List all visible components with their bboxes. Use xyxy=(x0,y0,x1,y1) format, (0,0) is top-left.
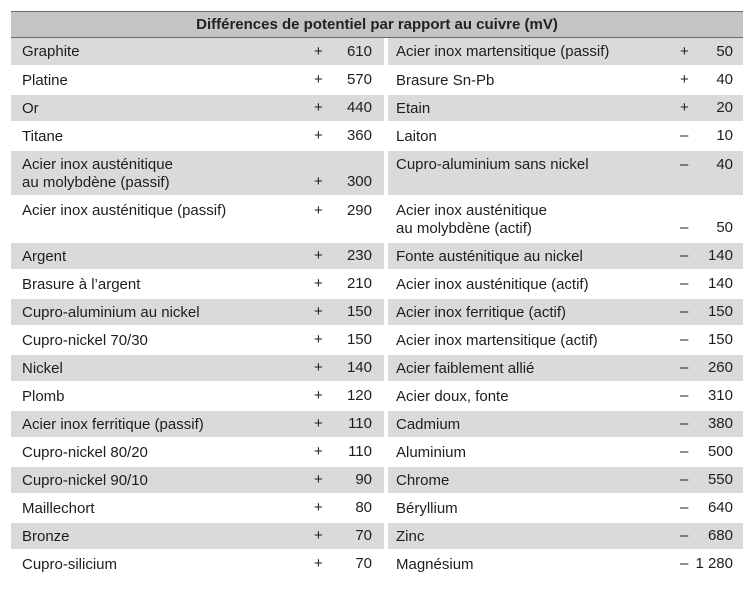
left-material-name xyxy=(11,67,300,95)
left-material-name xyxy=(11,411,300,439)
value-number: 140 xyxy=(346,359,372,376)
left-material-name xyxy=(11,38,300,67)
left-material-name xyxy=(11,523,300,551)
right-material-name xyxy=(388,411,672,439)
left-potential-value xyxy=(300,551,384,579)
material-name-line-2: au molybdène (passif) xyxy=(22,174,170,191)
value-number: 150 xyxy=(707,331,733,348)
value-number: 360 xyxy=(346,127,372,144)
left-potential-value xyxy=(300,467,384,495)
value-number: 610 xyxy=(346,43,372,60)
material-name-line: Acier inox martensitique (actif) xyxy=(396,332,598,349)
right-material-name xyxy=(388,197,672,243)
material-name-line: Platine xyxy=(22,72,68,89)
material-name-line: Zinc xyxy=(396,528,425,545)
material-name-line: Argent xyxy=(22,248,67,265)
material-name-line: Cupro-silicium xyxy=(22,556,118,573)
value-number: 80 xyxy=(355,499,372,516)
left-material-name xyxy=(11,95,300,123)
left-material-name xyxy=(11,327,300,355)
right-potential-value xyxy=(672,411,743,439)
material-name-line-2: au molybdène (actif) xyxy=(396,220,532,237)
material-name-line: Acier inox austénitique (actif) xyxy=(396,276,589,293)
material-name-line: Etain xyxy=(396,100,431,117)
material-name-line: Acier inox ferritique (passif) xyxy=(22,416,204,433)
material-name-line: Cadmium xyxy=(396,416,461,433)
value-number: 70 xyxy=(355,555,372,572)
value-sign: + xyxy=(314,202,323,219)
left-material-name xyxy=(11,551,300,579)
left-potential-value xyxy=(300,383,384,411)
right-material-name xyxy=(388,355,672,383)
value-number: 1 280 xyxy=(695,555,733,572)
value-number: 500 xyxy=(707,443,733,460)
material-name-line: Plomb xyxy=(22,388,65,405)
left-material-name xyxy=(11,197,300,243)
value-number: 110 xyxy=(348,415,372,432)
value-number: 380 xyxy=(707,415,733,432)
value-sign: + xyxy=(314,471,323,488)
material-name-line: Brasure Sn-Pb xyxy=(396,72,495,89)
value-sign: + xyxy=(314,303,323,320)
material-name-line: Nickel xyxy=(22,360,63,377)
value-sign: + xyxy=(314,127,323,144)
material-name-line: Magnésium xyxy=(396,556,474,573)
right-potential-value xyxy=(672,467,743,495)
right-material-name xyxy=(388,523,672,551)
left-potential-value xyxy=(300,299,384,327)
value-number: 40 xyxy=(716,71,733,88)
right-potential-value xyxy=(672,523,743,551)
material-name-line: Bronze xyxy=(22,528,70,545)
right-material-name xyxy=(388,123,672,151)
material-name-line: Acier inox martensitique (passif) xyxy=(396,43,610,60)
value-sign: + xyxy=(314,275,323,292)
material-name-line: Titane xyxy=(22,128,64,145)
right-material-name xyxy=(388,95,672,123)
value-sign: + xyxy=(314,247,323,264)
material-name-line: Chrome xyxy=(396,472,450,489)
left-material-name xyxy=(11,271,300,299)
left-potential-value xyxy=(300,243,384,271)
left-material-name xyxy=(11,439,300,467)
value-number: 440 xyxy=(346,99,372,116)
value-number: 300 xyxy=(346,173,372,190)
value-sign: – xyxy=(680,415,689,432)
left-material-name xyxy=(11,151,300,197)
left-material-name xyxy=(11,243,300,271)
value-sign: + xyxy=(314,415,323,432)
material-name-line: Acier inox austénitique xyxy=(22,156,173,173)
left-potential-value xyxy=(300,67,384,95)
potential-table xyxy=(11,11,743,579)
value-number: 310 xyxy=(707,387,733,404)
right-potential-value xyxy=(672,271,743,299)
value-sign: + xyxy=(680,43,689,60)
value-sign: + xyxy=(314,331,323,348)
value-sign: – xyxy=(680,443,689,460)
value-number: 150 xyxy=(346,303,372,320)
value-sign: – xyxy=(680,219,689,236)
table-title: Différences de potentiel par rapport au cuivre (mV) xyxy=(11,11,743,38)
right-potential-value xyxy=(672,439,743,467)
right-potential-value xyxy=(672,383,743,411)
value-sign: + xyxy=(314,443,323,460)
value-number: 150 xyxy=(346,331,372,348)
left-material-name xyxy=(11,383,300,411)
left-potential-value xyxy=(300,95,384,123)
value-sign: – xyxy=(680,303,689,320)
value-number: 120 xyxy=(346,387,372,404)
material-name-line: Cupro-nickel 90/10 xyxy=(22,472,148,489)
right-potential-value xyxy=(672,327,743,355)
value-sign: + xyxy=(314,359,323,376)
right-potential-value xyxy=(672,197,743,243)
value-sign: – xyxy=(680,359,689,376)
material-name-line: Béryllium xyxy=(396,500,458,517)
value-number: 20 xyxy=(716,99,733,116)
left-potential-value xyxy=(300,197,384,243)
left-material-name xyxy=(11,355,300,383)
left-potential-value xyxy=(300,439,384,467)
material-name-line: Brasure à l’argent xyxy=(22,276,141,293)
right-material-name xyxy=(388,271,672,299)
value-sign: – xyxy=(680,127,689,144)
material-name-line: Acier inox ferritique (actif) xyxy=(396,304,567,321)
value-number: 140 xyxy=(707,275,733,292)
left-potential-value xyxy=(300,355,384,383)
right-potential-value xyxy=(672,38,743,67)
right-material-name xyxy=(388,383,672,411)
material-name-line: Cupro-aluminium au nickel xyxy=(22,304,200,321)
value-sign: + xyxy=(680,71,689,88)
material-name-line: Cupro-aluminium sans nickel xyxy=(396,156,589,173)
left-potential-value xyxy=(300,411,384,439)
right-potential-value xyxy=(672,355,743,383)
value-number: 290 xyxy=(346,202,372,219)
value-sign: + xyxy=(314,555,323,572)
table-body xyxy=(11,38,743,579)
left-material-name xyxy=(11,467,300,495)
left-potential-value xyxy=(300,327,384,355)
left-material-name xyxy=(11,123,300,151)
left-potential-value xyxy=(300,151,384,197)
right-material-name xyxy=(388,151,672,197)
material-name-line: Cupro-nickel 80/20 xyxy=(22,444,148,461)
value-number: 50 xyxy=(716,43,733,60)
value-number: 10 xyxy=(716,127,733,144)
right-potential-value xyxy=(672,299,743,327)
left-material-name xyxy=(11,299,300,327)
value-number: 680 xyxy=(707,527,733,544)
value-sign: – xyxy=(680,156,689,173)
material-name-line: Maillechort xyxy=(22,500,95,517)
left-potential-value xyxy=(300,495,384,523)
right-material-name xyxy=(388,38,672,67)
right-potential-value xyxy=(672,151,743,197)
material-name-line: Graphite xyxy=(22,43,80,60)
right-potential-value xyxy=(672,243,743,271)
value-number: 260 xyxy=(707,359,733,376)
value-sign: – xyxy=(680,527,689,544)
material-name-line: Or xyxy=(22,100,39,117)
value-number: 140 xyxy=(707,247,733,264)
material-name-line: Acier inox austénitique (passif) xyxy=(22,202,227,219)
value-sign: – xyxy=(680,331,689,348)
value-sign: + xyxy=(314,99,323,116)
value-sign: – xyxy=(680,471,689,488)
value-sign: – xyxy=(680,499,689,516)
right-potential-value xyxy=(672,67,743,95)
material-name-line: Fonte austénitique au nickel xyxy=(396,248,583,265)
value-sign: – xyxy=(680,387,689,404)
material-name-line: Acier faiblement allié xyxy=(396,360,535,377)
value-number: 570 xyxy=(346,71,372,88)
value-number: 90 xyxy=(355,471,372,488)
material-name-line: Acier inox austénitique xyxy=(396,202,547,219)
value-sign: + xyxy=(314,527,323,544)
value-number: 230 xyxy=(346,247,372,264)
value-sign: + xyxy=(314,71,323,88)
right-material-name xyxy=(388,299,672,327)
value-number: 550 xyxy=(707,471,733,488)
value-sign: – xyxy=(680,275,689,292)
value-number: 150 xyxy=(707,303,733,320)
left-potential-value xyxy=(300,123,384,151)
right-material-name xyxy=(388,439,672,467)
right-potential-value xyxy=(672,95,743,123)
value-number: 40 xyxy=(716,156,733,173)
value-sign: + xyxy=(680,99,689,116)
value-number: 50 xyxy=(716,219,733,236)
right-material-name xyxy=(388,495,672,523)
value-number: 210 xyxy=(346,275,372,292)
right-material-name xyxy=(388,551,672,579)
value-sign: – xyxy=(680,555,689,572)
value-sign: + xyxy=(314,387,323,404)
value-number: 70 xyxy=(355,527,372,544)
right-potential-value xyxy=(672,495,743,523)
value-sign: + xyxy=(314,499,323,516)
left-potential-value xyxy=(300,523,384,551)
left-potential-value xyxy=(300,38,384,67)
left-material-name xyxy=(11,495,300,523)
right-potential-value xyxy=(672,551,743,579)
right-potential-value xyxy=(672,123,743,151)
right-material-name xyxy=(388,467,672,495)
material-name-line: Laiton xyxy=(396,128,437,145)
material-name-line: Acier doux, fonte xyxy=(396,388,509,405)
value-sign: – xyxy=(680,247,689,264)
value-number: 110 xyxy=(348,443,372,460)
material-name-line: Cupro-nickel 70/30 xyxy=(22,332,148,349)
right-material-name xyxy=(388,243,672,271)
right-material-name xyxy=(388,327,672,355)
value-number: 640 xyxy=(707,499,733,516)
right-material-name xyxy=(388,67,672,95)
value-sign: + xyxy=(314,173,323,190)
value-sign: + xyxy=(314,43,323,60)
material-name-line: Aluminium xyxy=(396,444,467,461)
left-potential-value xyxy=(300,271,384,299)
